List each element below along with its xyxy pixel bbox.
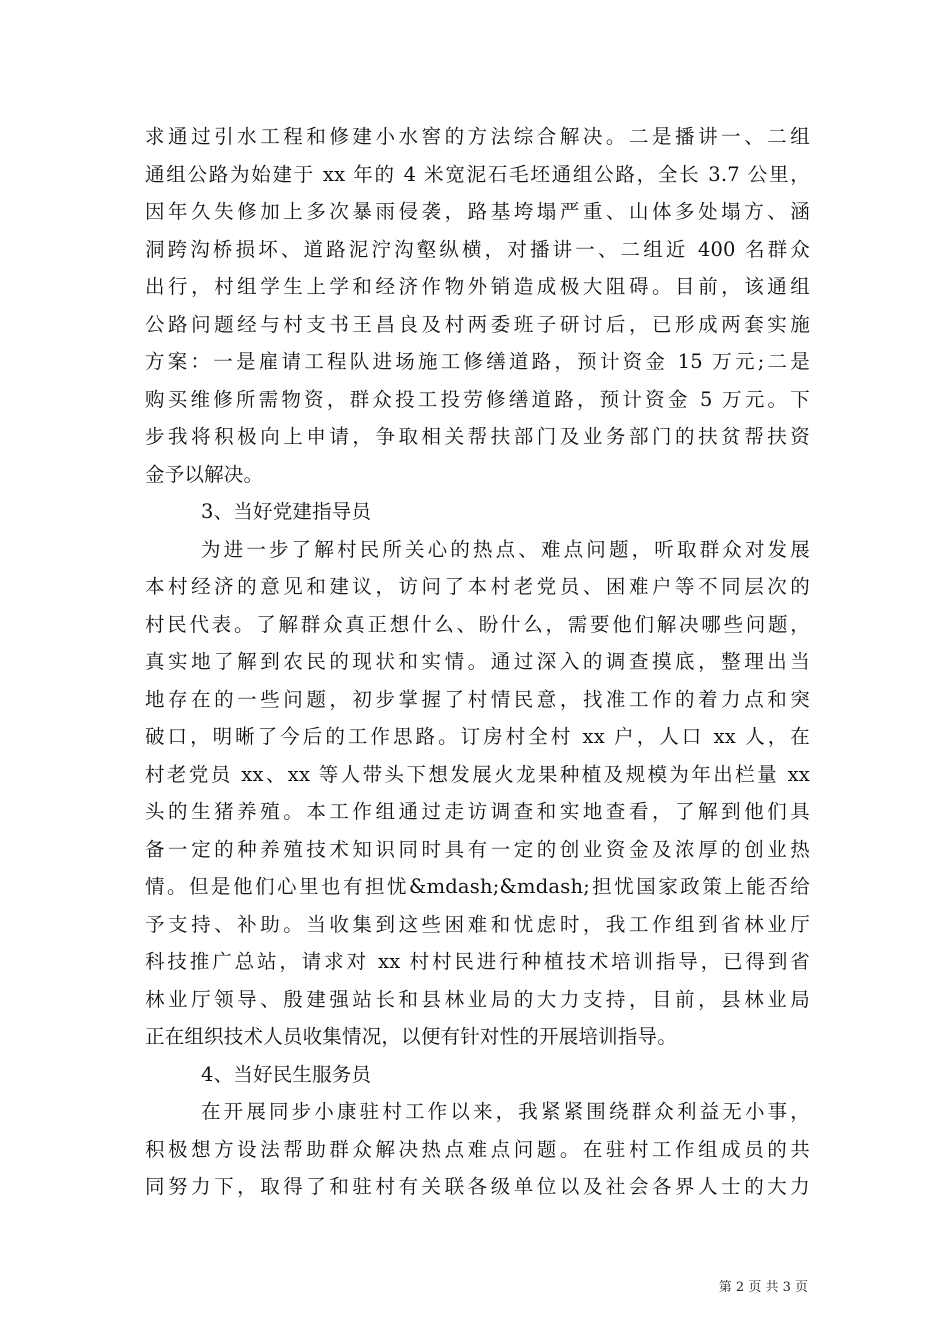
text-line: 破口，明晰了今后的工作思路。订房村全村 xx 户，人口 xx 人，在 xyxy=(145,725,810,748)
text-line: 因年久失修加上多次暴雨侵袭，路基垮塌严重、山体多处塌方、涵 xyxy=(145,200,810,223)
section-heading: 3、当好党建指导员 xyxy=(201,500,372,523)
text-line: 积极想方设法帮助群众解决热点难点问题。在驻村工作组成员的共 xyxy=(145,1137,810,1161)
text-line: 本村经济的意见和建议，访问了本村老党员、困难户等不同层次的 xyxy=(145,575,810,598)
text-line: 村老党员 xx、xx 等人带头下想发展火龙果种植及规模为年出栏量 xx xyxy=(145,762,810,786)
text-line: 公路问题经与村支书王昌良及村两委班子研讨后，已形成两套实施 xyxy=(145,312,810,336)
text-line: 林业厅领导、殷建强站长和县林业局的大力支持，目前，县林业局 xyxy=(145,987,810,1011)
text-line: 正在组织技术人员收集情况，以便有针对性的开展培训指导。 xyxy=(145,1025,677,1048)
text-line: 步我将积极向上申请，争取相关帮扶部门及业务部门的扶贫帮扶资 xyxy=(145,425,810,448)
text-line: 备一定的种养殖技术知识同时具有一定的创业资金及浓厚的创业热 xyxy=(145,837,810,861)
text-line: 金予以解决。 xyxy=(145,462,264,486)
text-line: 同努力下，取得了和驻村有关联各级单位以及社会各界人士的大力 xyxy=(145,1175,810,1198)
section-heading: 4、当好民生服务员 xyxy=(201,1062,372,1086)
page-indicator: 第 2 页 共 3 页 xyxy=(718,1280,808,1295)
text-line: 村民代表。了解群众真正想什么、盼什么，需要他们解决哪些问题， xyxy=(145,612,810,636)
paragraph-first-line: 为进一步了解村民所关心的热点、难点问题，听取群众对发展 xyxy=(201,537,810,561)
text-line: 求通过引水工程和修建小水窖的方法综合解决。二是播讲一、二组 xyxy=(145,125,810,148)
text-line: 真实地了解到农民的现状和实情。通过深入的调查摸底，整理出当 xyxy=(145,650,810,673)
text-line: 情。但是他们心里也有担忧&mdash;&mdash;担忧国家政策上能否给 xyxy=(145,875,810,898)
text-line: 洞跨沟桥损坏、道路泥泞沟壑纵横，对播讲一、二组近 400 名群众 xyxy=(145,237,810,261)
text-line: 头的生猪养殖。本工作组通过走访调查和实地查看，了解到他们具 xyxy=(145,800,810,823)
text-line: 购买维修所需物资，群众投工投劳修缮道路，预计资金 5 万元。下 xyxy=(145,387,810,411)
text-line: 出行，村组学生上学和经济作物外销造成极大阻碍。目前，该通组 xyxy=(145,275,810,298)
text-line: 科技推广总站，请求对 xx 村村民进行种植技术培训指导，已得到省 xyxy=(145,950,810,973)
paragraph-first-line: 在开展同步小康驻村工作以来，我紧紧围绕群众利益无小事， xyxy=(201,1100,810,1123)
document-body xyxy=(145,118,810,1206)
text-line: 通组公路为始建于 xx 年的 4 米宽泥石毛坯通组公路，全长 3.7 公里， xyxy=(145,162,810,186)
text-line: 地存在的一些问题，初步掌握了村情民意，找准工作的着力点和突 xyxy=(145,687,810,711)
text-line: 方案：一是雇请工程队进场施工修缮道路，预计资金 15 万元;二是 xyxy=(145,350,810,373)
text-line: 予支持、补助。当收集到这些困难和忧虑时，我工作组到省林业厅 xyxy=(145,912,810,936)
